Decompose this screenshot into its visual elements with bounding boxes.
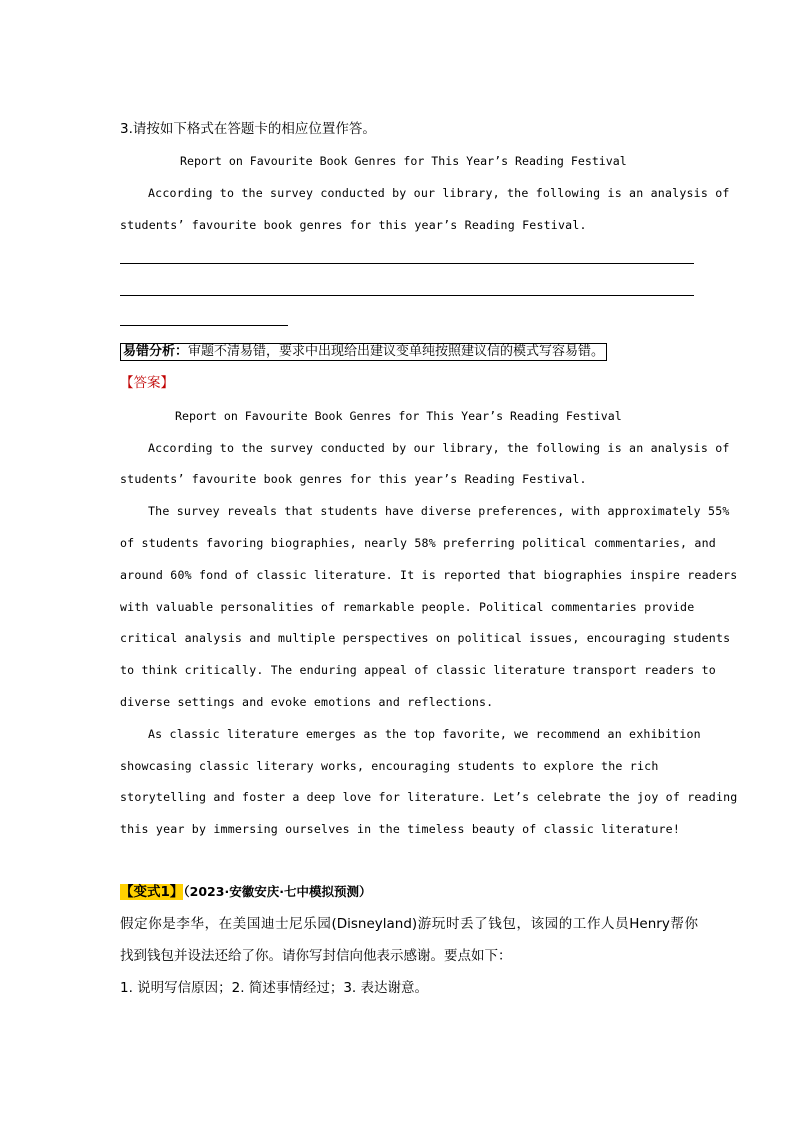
- answer-line: critical analysis and multiple perspectives on political issues, encouraging students: [120, 631, 731, 645]
- error-analysis-box: [120, 343, 607, 361]
- answer-heading: 【答案】: [120, 375, 174, 391]
- answer-line: showcasing classic literary works, encouraging students to explore the rich: [120, 759, 659, 773]
- variant-label: 【变式1】: [120, 884, 184, 900]
- answer-line: this year by immersing ourselves in the timeless beauty of classic literature!: [120, 822, 681, 836]
- answer-title: Report on Favourite Book Genres for This Year’s Reading Festival: [175, 409, 622, 423]
- variant-heading: [120, 884, 371, 900]
- answer-line: of students favoring biographies, nearly 58% preferring political commentaries, and: [120, 536, 716, 550]
- error-analysis-label: 易错分析：: [123, 344, 189, 359]
- variant-line: 1. 说明写信原因；2. 简述事情经过；3. 表达谢意。: [120, 980, 429, 996]
- answer-line: The survey reveals that students have diverse preferences, with approximately 55%: [148, 504, 730, 518]
- template-title: Report on Favourite Book Genres for This Year’s Reading Festival: [180, 154, 627, 168]
- variant-line: 假定你是李华，在美国迪士尼乐园(Disneyland)游玩时丢了钱包，该园的工作人员Henry帮你: [120, 916, 698, 932]
- template-intro-line-1: According to the survey conducted by our library, the following is an analysis of: [148, 186, 730, 200]
- answer-line: to think critically. The enduring appeal of classic literature transport readers to: [120, 663, 716, 677]
- answer-blank-line-1: [120, 263, 694, 264]
- answer-blank-line-3: [120, 325, 288, 326]
- answer-line: As classic literature emerges as the top favorite, we recommend an exhibition: [148, 727, 701, 741]
- answer-line: students’ favourite book genres for this year’s Reading Festival.: [120, 472, 587, 486]
- answer-blank-line-2: [120, 295, 694, 296]
- template-intro-line-2: students’ favourite book genres for this year’s Reading Festival.: [120, 218, 587, 232]
- variant-line: 找到钱包并设法还给了你。请你写封信向他表示感谢。要点如下：: [120, 948, 512, 964]
- answer-line: diverse settings and evoke emotions and reflections.: [120, 695, 494, 709]
- answer-line: around 60% fond of classic literature. It is reported that biographies inspire readers: [120, 568, 738, 582]
- answer-line: storytelling and foster a deep love for literature. Let’s celebrate the joy of reading: [120, 790, 738, 804]
- question-instruction: 3.请按如下格式在答题卡的相应位置作答。: [120, 121, 376, 137]
- variant-source: （2023·安徽安庆·七中模拟预测）: [183, 884, 372, 899]
- answer-line: According to the survey conducted by our library, the following is an analysis of: [148, 441, 730, 455]
- error-analysis-text: 审题不清易错，要求中出现给出建议变单纯按照建议信的模式写容易错。: [188, 344, 605, 359]
- answer-line: with valuable personalities of remarkable people. Political commentaries provide: [120, 600, 695, 614]
